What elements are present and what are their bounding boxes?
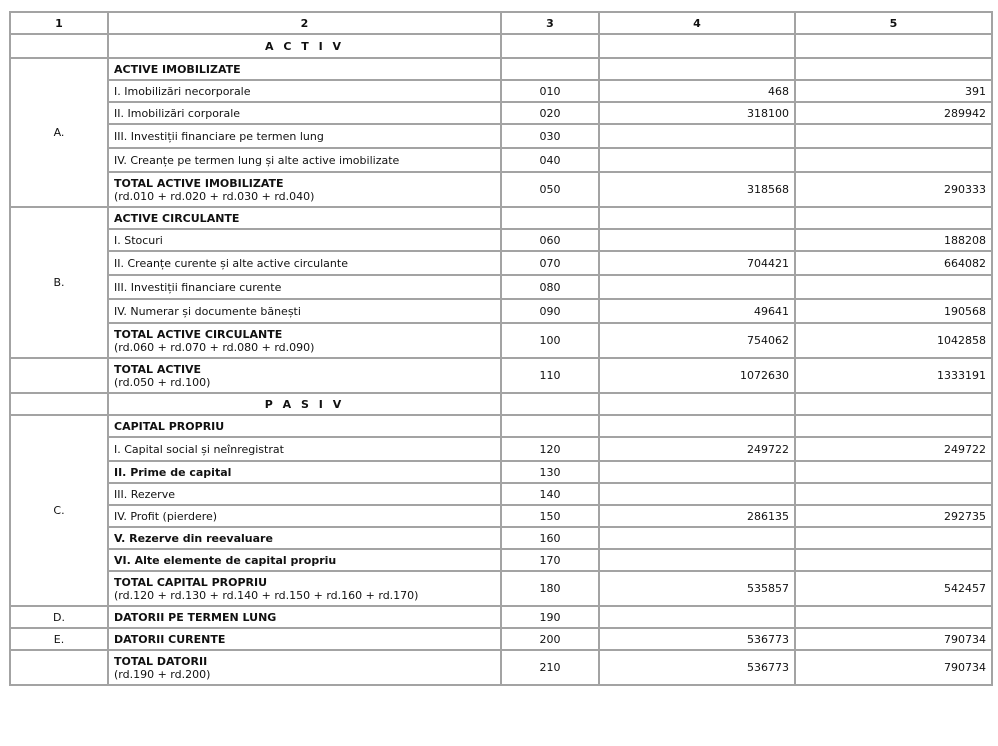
row-label: II. Prime de capital [108,461,501,483]
value-col5: 790734 [795,650,992,685]
value-col5 [795,527,992,549]
table-row [10,437,992,461]
balance-sheet-table [9,11,993,686]
table-row [10,549,992,571]
row-code: 130 [501,461,599,483]
row-label: DATORII CURENTE [108,628,501,650]
table-row [10,80,992,102]
value-col5: 790734 [795,628,992,650]
row-label: IV. Profit (pierdere) [108,505,501,527]
value-col4: 536773 [599,650,795,685]
row-label: III. Investiții financiare pe termen lung [108,124,501,148]
value-col4 [599,229,795,251]
row-code: 080 [501,275,599,299]
value-col4 [599,549,795,571]
section-pasiv-row [10,393,992,415]
row-code: 200 [501,628,599,650]
row-code: 210 [501,650,599,685]
value-col5 [795,461,992,483]
table-row [10,299,992,323]
table-row [10,102,992,124]
value-col4: 286135 [599,505,795,527]
table-row [10,58,992,80]
value-col5: 290333 [795,172,992,207]
table-row [10,606,992,628]
row-formula: (rd.050 + rd.100) [114,375,211,389]
value-col4: 318100 [599,102,795,124]
table-row [10,207,992,229]
row-code: 140 [501,483,599,505]
row-label: I. Imobilizări necorporale [108,80,501,102]
row-code: 020 [501,102,599,124]
row-label: TOTAL DATORII (rd.190 + rd.200) [108,650,501,685]
value-col5: 664082 [795,251,992,275]
value-col4: 1072630 [599,358,795,393]
row-code: 150 [501,505,599,527]
column-header-2: 2 [108,12,501,34]
row-label: ACTIVE CIRCULANTE [108,207,501,229]
value-col4 [599,148,795,172]
row-label: CAPITAL PROPRIU [108,415,501,437]
table-row-total [10,650,992,685]
section-title-pasiv: P A S I V [108,393,501,415]
value-col5: 391 [795,80,992,102]
value-col4: 535857 [599,571,795,606]
row-label: ACTIVE IMOBILIZATE [108,58,501,80]
table-row [10,251,992,275]
value-col5 [795,124,992,148]
column-header-5: 5 [795,12,992,34]
value-col4 [599,527,795,549]
row-label: III. Rezerve [108,483,501,505]
table-row-total [10,172,992,207]
row-label: I. Stocuri [108,229,501,251]
table-row-total [10,358,992,393]
value-col4 [599,461,795,483]
value-col5: 542457 [795,571,992,606]
value-col4: 49641 [599,299,795,323]
table-row [10,461,992,483]
value-col5: 1333191 [795,358,992,393]
row-label: TOTAL ACTIVE CIRCULANTE (rd.060 + rd.070 + rd.080 + rd.090) [108,323,501,358]
column-header-1: 1 [10,12,108,34]
group-label-d: D. [10,606,108,628]
row-label: III. Investiții financiare curente [108,275,501,299]
row-label: II. Imobilizări corporale [108,102,501,124]
value-col5 [795,483,992,505]
column-header-4: 4 [599,12,795,34]
value-col5: 289942 [795,102,992,124]
table-row [10,527,992,549]
row-formula: (rd.010 + rd.020 + rd.030 + rd.040) [114,189,315,203]
value-col5 [795,549,992,571]
row-code: 060 [501,229,599,251]
group-label-c: C. [10,415,108,606]
value-col4: 249722 [599,437,795,461]
value-col4: 754062 [599,323,795,358]
value-col5 [795,275,992,299]
row-code: 120 [501,437,599,461]
row-code: 190 [501,606,599,628]
value-col4: 536773 [599,628,795,650]
row-label: II. Creanțe curente și alte active circulante [108,251,501,275]
value-col5: 190568 [795,299,992,323]
table-row [10,483,992,505]
row-label: V. Rezerve din reevaluare [108,527,501,549]
value-col4: 704421 [599,251,795,275]
column-header-row [10,12,992,34]
row-label: IV. Creanțe pe termen lung și alte active imobilizate [108,148,501,172]
table-row [10,124,992,148]
value-col5: 1042858 [795,323,992,358]
row-label: VI. Alte elemente de capital propriu [108,549,501,571]
table-row [10,275,992,299]
row-label: I. Capital social și neînregistrat [108,437,501,461]
value-col4 [599,275,795,299]
row-label: TOTAL CAPITAL PROPRIU (rd.120 + rd.130 + rd.140 + rd.150 + rd.160 + rd.170) [108,571,501,606]
row-code: 170 [501,549,599,571]
row-code: 100 [501,323,599,358]
column-header-3: 3 [501,12,599,34]
table-row [10,628,992,650]
group-label-a: A. [10,58,108,207]
row-label: IV. Numerar și documente bănești [108,299,501,323]
row-formula: (rd.120 + rd.130 + rd.140 + rd.150 + rd.160 + rd.170) [114,588,419,602]
value-col5 [795,606,992,628]
table-row-total [10,323,992,358]
value-col5 [795,148,992,172]
row-label: DATORII PE TERMEN LUNG [108,606,501,628]
row-formula: (rd.190 + rd.200) [114,667,211,681]
row-label: TOTAL ACTIVE (rd.050 + rd.100) [108,358,501,393]
group-label-e: E. [10,628,108,650]
value-col5: 292735 [795,505,992,527]
section-activ-row [10,34,992,58]
group-label-b: B. [10,207,108,358]
value-col4 [599,124,795,148]
row-code: 090 [501,299,599,323]
row-code: 010 [501,80,599,102]
row-code: 070 [501,251,599,275]
section-title-activ: A C T I V [108,34,501,58]
table-row [10,415,992,437]
table-row [10,148,992,172]
value-col4: 468 [599,80,795,102]
row-code: 160 [501,527,599,549]
value-col5: 249722 [795,437,992,461]
row-code: 050 [501,172,599,207]
row-code: 180 [501,571,599,606]
value-col4 [599,606,795,628]
row-code: 110 [501,358,599,393]
table-row [10,505,992,527]
row-formula: (rd.060 + rd.070 + rd.080 + rd.090) [114,340,315,354]
value-col4: 318568 [599,172,795,207]
row-label: TOTAL ACTIVE IMOBILIZATE (rd.010 + rd.020 + rd.030 + rd.040) [108,172,501,207]
row-code: 030 [501,124,599,148]
table-row [10,229,992,251]
value-col4 [599,483,795,505]
value-col5: 188208 [795,229,992,251]
table-row-total [10,571,992,606]
row-code: 040 [501,148,599,172]
